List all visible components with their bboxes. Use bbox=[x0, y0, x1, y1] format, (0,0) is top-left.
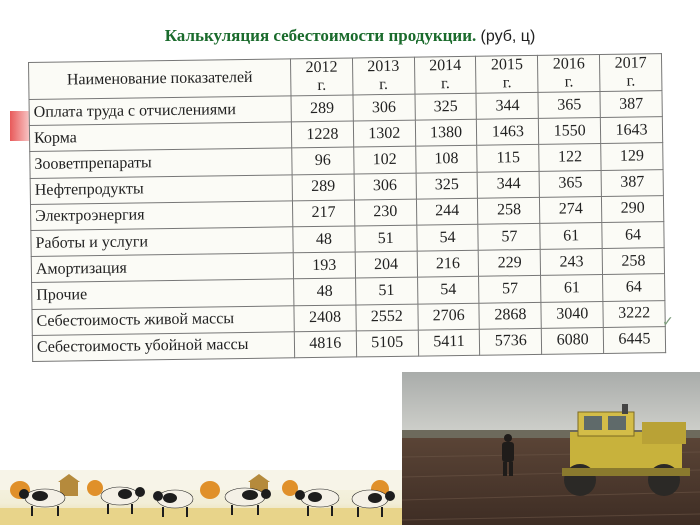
table-cell: 217 bbox=[292, 200, 354, 227]
row-label: Себестоимость живой массы bbox=[32, 305, 294, 335]
table-body bbox=[29, 91, 666, 362]
table-cell: 258 bbox=[478, 197, 540, 224]
year-label: 2015 bbox=[490, 56, 524, 74]
year-label: 2012 bbox=[305, 58, 338, 77]
table-cell: 3040 bbox=[541, 301, 603, 328]
table-cell: 1380 bbox=[415, 119, 477, 146]
table-cell: 2552 bbox=[356, 304, 418, 331]
table-cell: 344 bbox=[476, 92, 538, 119]
table-cell: 274 bbox=[540, 196, 602, 223]
table-cell: 306 bbox=[353, 94, 415, 121]
table-cell: 1643 bbox=[600, 117, 662, 144]
row-label: Зооветпрепараты bbox=[30, 148, 292, 178]
table-cell: 5736 bbox=[480, 328, 542, 355]
row-label: Корма bbox=[29, 122, 291, 152]
table-cell: 48 bbox=[293, 226, 355, 253]
row-label: Оплата труда с отчислениями bbox=[29, 96, 291, 126]
check-mark-icon: ✓ bbox=[662, 315, 674, 330]
name-column-header: Наименование показателей bbox=[29, 59, 291, 100]
table-cell: 2868 bbox=[479, 302, 541, 329]
table-cell: 54 bbox=[417, 277, 479, 304]
row-label: Себестоимость убойной массы bbox=[32, 331, 294, 361]
table-cell: 325 bbox=[415, 93, 477, 120]
year-label: 2017 bbox=[614, 54, 647, 72]
year-label: 2013 bbox=[367, 57, 400, 76]
year-column-header bbox=[352, 57, 414, 95]
table-cell: 1302 bbox=[353, 120, 415, 147]
cost-table-container bbox=[28, 53, 666, 362]
row-label: Нефтепродукты bbox=[30, 174, 292, 204]
table-cell: 1463 bbox=[477, 119, 539, 146]
year-label: 2016 bbox=[552, 55, 585, 73]
year-suffix: г. bbox=[626, 72, 636, 90]
table-cell: 102 bbox=[354, 146, 416, 173]
title-unit: (руб, ц) bbox=[480, 28, 536, 45]
table-cell: 57 bbox=[479, 276, 541, 303]
year-column-header bbox=[414, 56, 476, 94]
table-cell: 61 bbox=[540, 222, 602, 249]
table-cell: 6445 bbox=[603, 326, 665, 353]
red-accent-bar bbox=[10, 111, 30, 141]
table-cell: 365 bbox=[538, 92, 600, 119]
row-label: Электроэнергия bbox=[30, 201, 292, 231]
table-cell: 344 bbox=[478, 171, 540, 198]
table-cell: 57 bbox=[478, 223, 540, 250]
table-cell: 5411 bbox=[418, 329, 480, 356]
table-cell: 61 bbox=[541, 275, 603, 302]
year-label: 2014 bbox=[429, 56, 462, 75]
table-cell: 4816 bbox=[294, 331, 356, 358]
year-column-header bbox=[476, 55, 538, 93]
table-cell: 1550 bbox=[539, 118, 601, 145]
row-label: Прочие bbox=[32, 279, 294, 309]
table-cell: 387 bbox=[601, 169, 663, 196]
table-cell: 6080 bbox=[542, 327, 604, 354]
table-cell: 5105 bbox=[356, 330, 418, 357]
title-main: Калькуляция себестоимости продукции. bbox=[164, 26, 477, 45]
table-cell: 289 bbox=[292, 174, 354, 201]
table-cell: 387 bbox=[600, 91, 662, 118]
year-suffix: г. bbox=[317, 76, 327, 94]
table-cell: 54 bbox=[416, 224, 478, 251]
year-column-header bbox=[538, 55, 600, 93]
cows-illustration bbox=[0, 470, 402, 525]
row-label: Амортизация bbox=[31, 253, 293, 283]
table-cell: 96 bbox=[292, 147, 354, 174]
table-cell: 365 bbox=[539, 170, 601, 197]
table-cell: 258 bbox=[602, 248, 664, 275]
table-cell: 289 bbox=[291, 95, 353, 122]
year-column-header bbox=[600, 54, 662, 92]
table-cell: 48 bbox=[294, 278, 356, 305]
table-cell: 1228 bbox=[291, 121, 353, 148]
table-cell: 244 bbox=[416, 198, 478, 225]
table-cell: 51 bbox=[355, 225, 417, 252]
table-cell: 230 bbox=[354, 199, 416, 226]
table-cell: 216 bbox=[417, 250, 479, 277]
year-column-header bbox=[290, 58, 352, 96]
table-cell: 204 bbox=[355, 251, 417, 278]
table-cell: 243 bbox=[540, 249, 602, 276]
year-suffix: г. bbox=[502, 74, 512, 92]
table-cell: 51 bbox=[355, 277, 417, 304]
cost-table bbox=[28, 53, 666, 362]
year-suffix: г. bbox=[564, 73, 574, 91]
table-cell: 306 bbox=[354, 173, 416, 200]
row-label: Работы и услуги bbox=[31, 227, 293, 257]
year-suffix: г. bbox=[379, 75, 389, 94]
table-cell: 64 bbox=[603, 274, 665, 301]
page-title bbox=[0, 26, 700, 46]
table-cell: 193 bbox=[293, 252, 355, 279]
table-cell: 122 bbox=[539, 144, 601, 171]
table-cell: 108 bbox=[415, 146, 477, 173]
table-cell: 229 bbox=[479, 249, 541, 276]
year-suffix: г. bbox=[440, 75, 450, 93]
table-cell: 325 bbox=[416, 172, 478, 199]
table-cell: 64 bbox=[602, 222, 664, 249]
table-cell: 2706 bbox=[418, 303, 480, 330]
table-cell: 3222 bbox=[603, 300, 665, 327]
tractor-field-photo bbox=[402, 372, 700, 525]
table-cell: 115 bbox=[477, 145, 539, 172]
table-cell: 129 bbox=[601, 143, 663, 170]
table-cell: 290 bbox=[602, 195, 664, 222]
table-cell: 2408 bbox=[294, 304, 356, 331]
